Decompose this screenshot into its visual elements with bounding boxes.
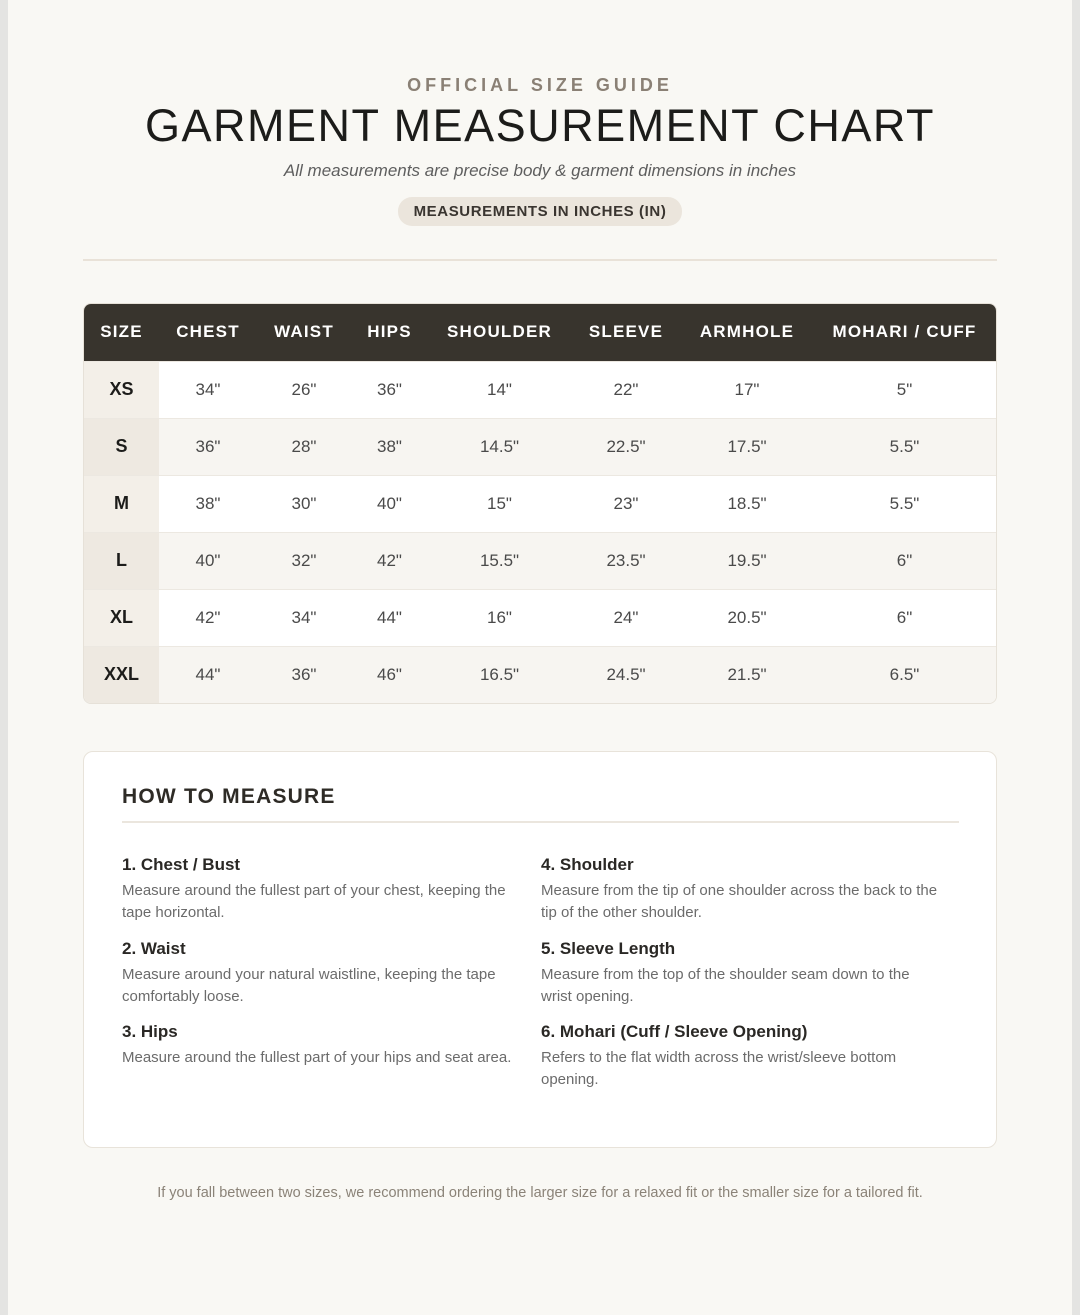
size-cell: M <box>84 475 159 532</box>
hips-cell: 38" <box>351 418 428 475</box>
hips-cell: 46" <box>351 646 428 703</box>
size-cell: XL <box>84 589 159 646</box>
measure-item-desc: Measure from the top of the shoulder seam down to the wrist opening. <box>541 966 910 1005</box>
measure-item-desc: Refers to the flat width across the wrist/sleeve bottom opening. <box>541 1049 897 1088</box>
column-header-waist: WAIST <box>274 322 334 342</box>
mohari-cell: 6" <box>813 532 996 589</box>
measure-item-hips <box>122 1022 522 1069</box>
measure-item-desc: Measure from the tip of one shoulder across the back to the tip of the other shoulder. <box>541 882 938 921</box>
shoulder-cell: 14" <box>428 361 571 418</box>
measure-item-title: 5. Sleeve Length <box>541 939 676 958</box>
shoulder-cell: 15.5" <box>428 532 571 589</box>
column-header-shoulder: SHOULDER <box>447 322 552 342</box>
waist-cell: 32" <box>257 532 351 589</box>
chest-cell: 36" <box>159 418 257 475</box>
shoulder-cell: 16" <box>428 589 571 646</box>
mohari-cell: 6.5" <box>813 646 996 703</box>
column-header-chest: CHEST <box>176 322 240 342</box>
how-to-measure-divider <box>122 821 959 823</box>
eyebrow-label: OFFICIAL SIZE GUIDE <box>407 75 673 95</box>
armhole-cell: 21.5" <box>681 646 813 703</box>
measure-item-sleeve-length <box>541 939 941 1008</box>
armhole-cell: 20.5" <box>681 589 813 646</box>
mohari-cell: 5.5" <box>813 418 996 475</box>
sleeve-cell: 22" <box>571 361 681 418</box>
sleeve-cell: 23.5" <box>571 532 681 589</box>
hips-cell: 44" <box>351 589 428 646</box>
size-cell: XS <box>84 361 159 418</box>
shoulder-cell: 15" <box>428 475 571 532</box>
measure-item-desc: Measure around your natural waistline, keeping the tape comfortably loose. <box>122 966 496 1005</box>
table-row <box>84 475 996 532</box>
waist-cell: 26" <box>257 361 351 418</box>
unit-badge: MEASUREMENTS IN INCHES (IN) <box>398 197 683 226</box>
armhole-cell: 17" <box>681 361 813 418</box>
page-subtitle: All measurements are precise body & garment dimensions in inches <box>283 161 797 180</box>
hips-cell: 36" <box>351 361 428 418</box>
size-table <box>84 304 996 703</box>
measure-item-shoulder <box>541 855 941 924</box>
size-cell: S <box>84 418 159 475</box>
size-cell: XXL <box>84 646 159 703</box>
chest-cell: 38" <box>159 475 257 532</box>
chest-cell: 44" <box>159 646 257 703</box>
measure-item-waist <box>122 939 522 1008</box>
chest-cell: 34" <box>159 361 257 418</box>
column-header-armhole: ARMHOLE <box>699 322 795 342</box>
table-row <box>84 589 996 646</box>
mohari-cell: 6" <box>813 589 996 646</box>
hips-cell: 40" <box>351 475 428 532</box>
mohari-cell: 5" <box>813 361 996 418</box>
armhole-cell: 19.5" <box>681 532 813 589</box>
column-header-size: SIZE <box>100 322 143 342</box>
waist-cell: 36" <box>257 646 351 703</box>
column-header-sleeve: SLEEVE <box>588 322 664 342</box>
size-cell: L <box>84 532 159 589</box>
measure-item-title: 6. Mohari (Cuff / Sleeve Opening) <box>541 1022 808 1041</box>
waist-cell: 30" <box>257 475 351 532</box>
waist-cell: 34" <box>257 589 351 646</box>
mohari-cell: 5.5" <box>813 475 996 532</box>
measure-item-title: 4. Shoulder <box>541 855 634 874</box>
sleeve-cell: 24" <box>571 589 681 646</box>
how-to-measure-heading: HOW TO MEASURE <box>122 785 336 808</box>
how-to-measure-card <box>83 751 997 1148</box>
armhole-cell: 17.5" <box>681 418 813 475</box>
measure-item-chest <box>122 855 522 924</box>
table-header-row <box>84 304 996 361</box>
measure-item-title: 1. Chest / Bust <box>122 855 241 874</box>
table-row <box>84 361 996 418</box>
hips-cell: 42" <box>351 532 428 589</box>
sleeve-cell: 23" <box>571 475 681 532</box>
shoulder-cell: 16.5" <box>428 646 571 703</box>
footer-note: If you fall between two sizes, we recommend ordering the larger size for a relaxed fit or the smaller size for a tailored fit. <box>157 1185 923 1201</box>
measure-item-title: 2. Waist <box>122 939 186 958</box>
sleeve-cell: 22.5" <box>571 418 681 475</box>
page-title: GARMENT MEASUREMENT CHART <box>144 100 936 151</box>
chest-cell: 40" <box>159 532 257 589</box>
chest-cell: 42" <box>159 589 257 646</box>
table-row <box>84 532 996 589</box>
measure-item-title: 3. Hips <box>122 1022 178 1041</box>
table-row <box>84 418 996 475</box>
header-divider <box>83 259 997 261</box>
table-row <box>84 646 996 703</box>
size-guide-page <box>8 0 1072 1315</box>
sleeve-cell: 24.5" <box>571 646 681 703</box>
measure-item-mohari <box>541 1022 941 1091</box>
column-header-hips: HIPS <box>367 322 412 342</box>
shoulder-cell: 14.5" <box>428 418 571 475</box>
measure-item-desc: Measure around the fullest part of your chest, keeping the tape horizontal. <box>122 882 506 921</box>
column-header-mohari-cuff: MOHARI / CUFF <box>832 322 977 342</box>
unit-badge-wrap <box>8 197 1072 226</box>
armhole-cell: 18.5" <box>681 475 813 532</box>
waist-cell: 28" <box>257 418 351 475</box>
measure-item-desc: Measure around the fullest part of your hips and seat area. <box>122 1049 512 1066</box>
size-table-card <box>83 303 997 704</box>
